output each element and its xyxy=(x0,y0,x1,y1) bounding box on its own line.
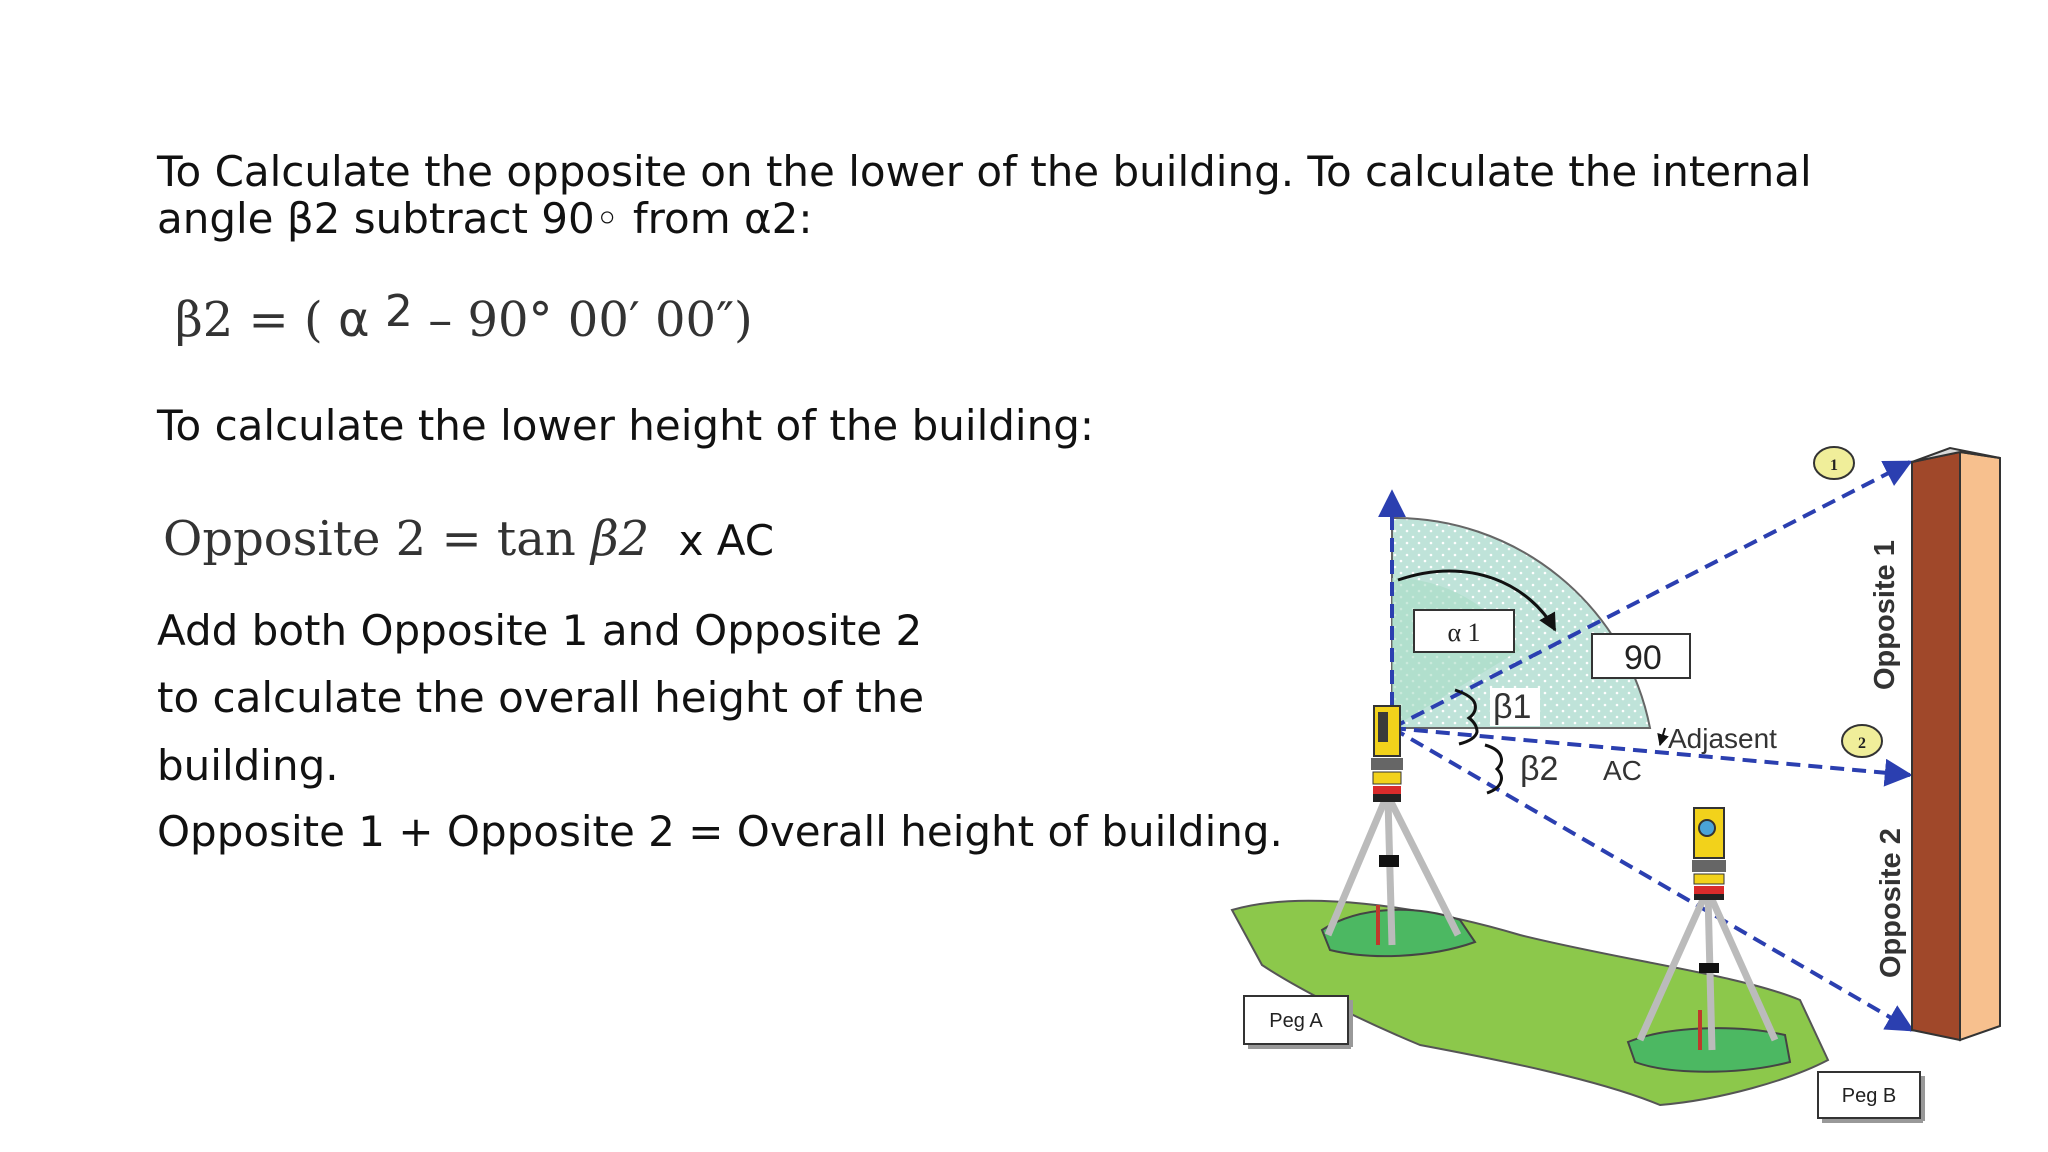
text-lower-height-intro: To calculate the lower height of the building: xyxy=(157,401,1095,450)
text-add-line-3: building. xyxy=(157,741,339,790)
sight-line-adjacent xyxy=(1392,728,1910,775)
opposite1-label: Opposite 1 xyxy=(1869,540,1901,690)
peg-b-label: Peg B xyxy=(1841,1085,1897,1107)
text-sum-line: Opposite 1 + Opposite 2 = Overall height of building. xyxy=(157,807,1283,856)
text-line-2: angle β2 subtract 90◦ from α2: xyxy=(157,194,813,243)
alpha1-label: α 1 xyxy=(1447,618,1481,647)
beta1-label: β1 xyxy=(1493,688,1532,726)
adjacent-pointer xyxy=(1660,728,1665,745)
formula-opposite2-lhs: Opposite 2 = tan xyxy=(163,511,576,567)
formula-beta2-rhs: – 90° 00′ 00″) xyxy=(428,292,753,348)
building-front xyxy=(1912,452,1960,1040)
peg-a-label: Peg A xyxy=(1269,1010,1323,1032)
marker-1-label: 1 xyxy=(1830,457,1838,474)
text-add-line-1: Add both Opposite 1 and Opposite 2 xyxy=(157,606,923,655)
ac-label: AC xyxy=(1603,755,1642,786)
marker-2-label: 2 xyxy=(1858,735,1866,752)
adjacent-label: Adjasent xyxy=(1668,723,1777,754)
formula-beta2-lhs: β2 = ( xyxy=(175,292,323,348)
text-add-line-2: to calculate the overall height of the xyxy=(157,673,925,722)
opposite2-label: Opposite 2 xyxy=(1875,828,1907,978)
formula-beta2-alpha: α xyxy=(338,292,370,348)
formula-opposite2-beta: β2 xyxy=(591,511,650,567)
text-line-1: To Calculate the opposite on the lower of the building. To calculate the internal xyxy=(157,147,1812,196)
ninety-label: 90 xyxy=(1624,639,1662,677)
formula-opposite2-tail: x AC xyxy=(678,516,775,565)
building-side xyxy=(1960,452,2000,1040)
formula-beta2-alpha-sub: 2 xyxy=(384,286,413,337)
beta2-label: β2 xyxy=(1520,750,1559,788)
